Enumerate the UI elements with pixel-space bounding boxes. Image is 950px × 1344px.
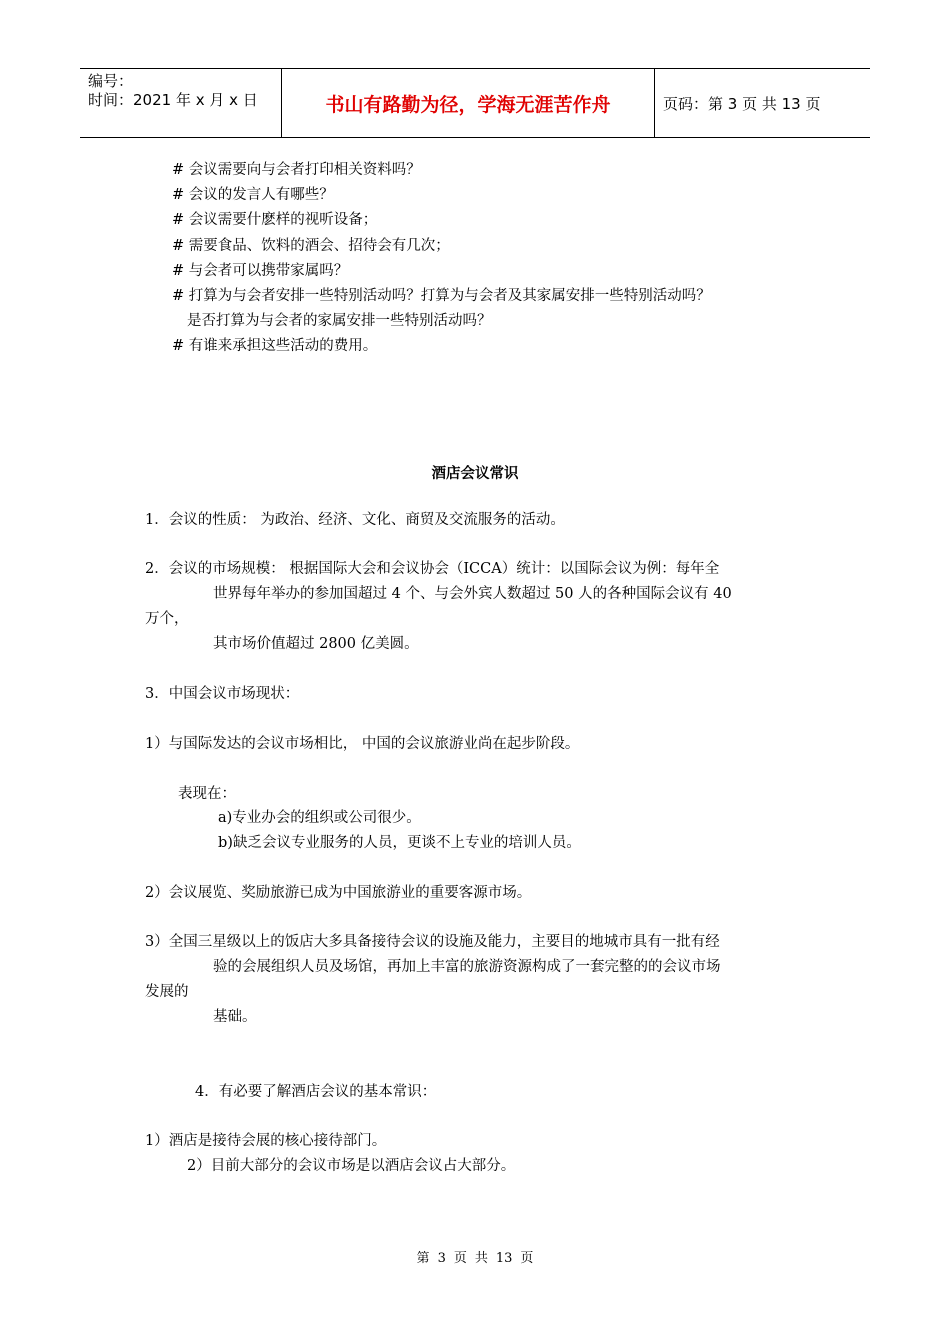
paragraph-3-item-3-line-2: 验的会展组织人员及场馆，再加上丰富的旅游资源构成了一套完整的的会议市场 <box>213 959 721 975</box>
question-item: # 有谁来承担这些活动的费用。 <box>172 338 378 354</box>
page-footer <box>0 1247 950 1266</box>
paragraph-2-line-1: 2．会议的市场规模： 根据国际大会和会议协会（ICCA）统计：以国际会议为例：每年全 <box>145 561 720 577</box>
paragraph-3-item-3-line-4: 基础。 <box>213 1009 257 1025</box>
paragraph-1: 1．会议的性质： 为政治、经济、文化、商贸及交流服务的活动。 <box>145 512 565 528</box>
paragraph-3-item-3-line-3: 发展的 <box>145 984 189 1000</box>
paragraph-2-line-3: 万个， <box>145 611 189 627</box>
number-label: 编号： <box>88 72 134 90</box>
paragraph-3-item-3-line-1: 3）全国三星级以上的饭店大多具备接待会议的设施及能力，主要目的地城市具有一批有经 <box>145 934 720 950</box>
header-meta <box>80 69 282 137</box>
footer-total-pages: 13 <box>495 1251 513 1266</box>
section-title: 酒店会议常识 <box>431 466 519 482</box>
question-item: # 会议的发言人有哪些？ <box>172 187 334 203</box>
question-item: # 会议需要什麽样的视听设备； <box>172 212 378 228</box>
paragraph-2-line-4: 其市场价值超过 2800 亿美圆。 <box>213 636 419 652</box>
paragraph-4-item-1: 1）酒店是接待会展的核心接待部门。 <box>145 1133 387 1149</box>
footer-page-number: 3 <box>437 1251 446 1266</box>
footer-word: 共 <box>474 1251 488 1266</box>
document-header <box>80 68 870 138</box>
paragraph-3-item-1: 1）与国际发达的会议市场相比， 中国的会议旅游业尚在起步阶段。 <box>145 736 580 752</box>
footer-word: 页 <box>453 1251 467 1266</box>
footer-word: 页 <box>520 1251 534 1266</box>
show-item-b: b)缺乏会议专业服务的人员，更谈不上专业的培训人员。 <box>218 835 581 851</box>
question-item-continued: 是否打算为与会者的家属安排一些特别活动吗？ <box>187 313 492 329</box>
header-motto: 书山有路勤为径，学海无涯苦作舟 <box>282 69 655 137</box>
question-item: # 会议需要向与会者打印相关资料吗？ <box>172 162 421 178</box>
question-item: # 与会者可以携带家属吗？ <box>172 263 349 279</box>
paragraph-2-line-2: 世界每年举办的参加国超过 4 个、与会外宾人数超过 50 人的各种国际会议有 40 <box>213 586 732 602</box>
paragraph-4: 4．有必要了解酒店会议的基本常识： <box>195 1084 437 1100</box>
question-item: # 需要食品、饮料的酒会、招待会有几次； <box>172 238 450 254</box>
question-item: # 打算为与会者安排一些特别活动吗？打算为与会者及其家属安排一些特别活动吗？ <box>172 288 711 304</box>
footer-word: 第 <box>416 1251 430 1266</box>
paragraph-3: 3．中国会议市场现状： <box>145 686 300 702</box>
paragraph-4-item-2: 2）目前大部分的会议市场是以酒店会议占大部分。 <box>187 1158 516 1174</box>
paragraph-3-item-2: 2）会议展览、奖励旅游已成为中国旅游业的重要客源市场。 <box>145 885 532 901</box>
time-label: 时间：2021 年 x 月 x 日 <box>88 91 258 109</box>
show-item-a: a)专业办会的组织或公司很少。 <box>218 810 421 826</box>
show-label: 表现在： <box>178 786 236 802</box>
header-page-info: 页码：第 3 页 共 13 页 <box>663 94 821 113</box>
